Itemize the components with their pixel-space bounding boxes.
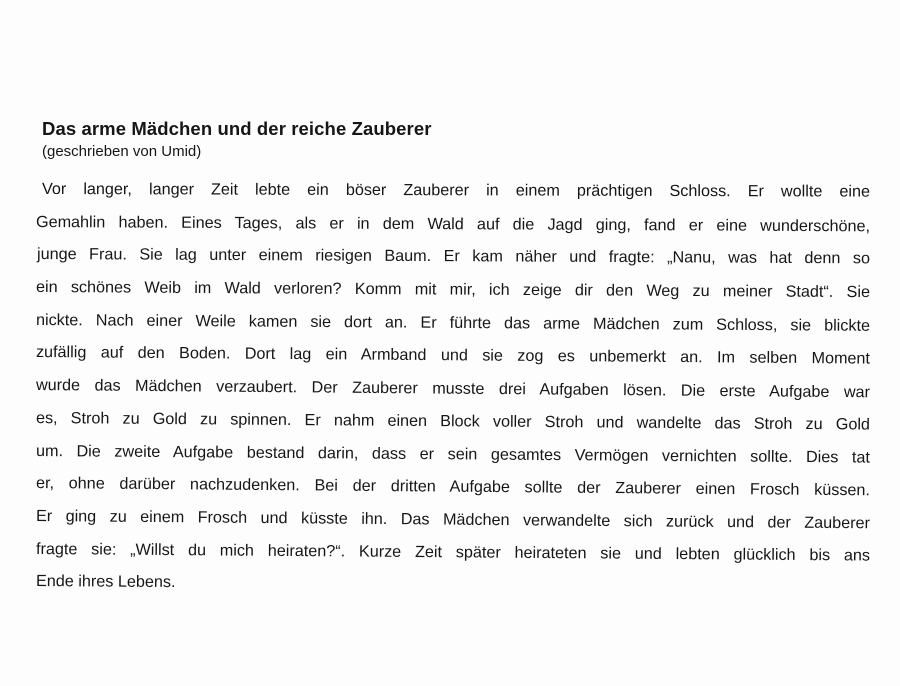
story-title: Das arme Mädchen und der reiche Zauberer bbox=[42, 118, 432, 139]
story-line: um. Die zweite Aufgabe bestand darin, dass er sein gesamtes Vermögen vernichten sollte. Dies tat bbox=[35, 441, 871, 467]
story-line: nickte. Nach einer Weile kamen sie dort an. Er führte das arme Mädchen zum Schloss, sie blickte bbox=[35, 310, 871, 335]
story-line: Vor langer, langer Zeit lebte ein böser Zauberer in einem prächtigen Schloss. Er wollte eine bbox=[41, 180, 871, 201]
story-line: wurde das Mädchen verzaubert. Der Zauberer musste drei Aufgaben lösen. Die erste Aufgabe war bbox=[35, 376, 871, 402]
story-line: Ende ihres Lebens. bbox=[35, 572, 176, 592]
story-line: er, ohne darüber nachzudenken. Bei der dritten Aufgabe sollte der Zauberer einen Frosch küssen. bbox=[35, 474, 871, 500]
story-author-note: (geschrieben von Umid) bbox=[42, 143, 202, 160]
story-line: Gemahlin haben. Eines Tages, als er in dem Wald auf die Jagd ging, fand er eine wunderschöne, bbox=[35, 212, 871, 236]
story-line: junge Frau. Sie lag unter einem riesigen Baum. Er kam näher und fragte: „Nanu, was hat denn so bbox=[36, 245, 871, 268]
story-body bbox=[36, 173, 870, 598]
story-line: ein schönes Weib im Wald verloren? Komm mit mir, ich zeige dir den Weg zu meiner Stadt“. Sie bbox=[35, 278, 871, 302]
story-line: es, Stroh zu Gold zu spinnen. Er nahm einen Block voller Stroh und wandelte das Stroh zu Gold bbox=[35, 408, 871, 434]
story-line: fragte sie: „Willst du mich heiraten?“. Kurze Zeit später heirateten sie und lebten glücklich bis ans bbox=[35, 539, 871, 565]
story-line: zufällig auf den Boden. Dort lag ein Armband und sie zog es unbemerkt an. Im selben Moment bbox=[35, 343, 871, 368]
story-line: Er ging zu einem Frosch und küsste ihn. Das Mädchen verwandelte sich zurück und der Zauberer bbox=[35, 506, 871, 533]
